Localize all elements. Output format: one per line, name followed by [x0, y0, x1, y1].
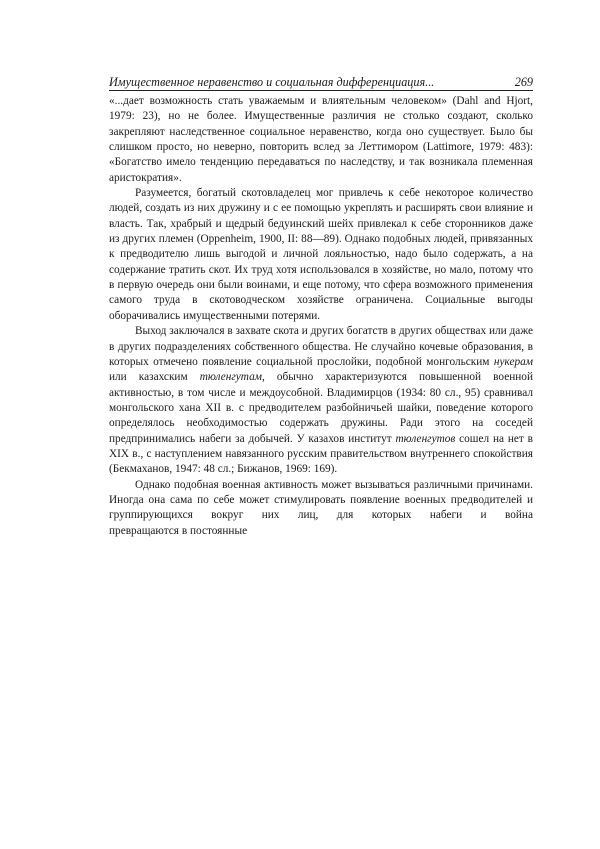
- paragraph-text: или казахским: [109, 371, 200, 384]
- paragraph-text: «...дает возможность стать уважаемым и влиятельным человеком» (Dahl and Hjort, 1979: 23), но не более. Имущественные различия не столько создают, сколько закрепляют наследственное социальное неравенство, когда оно существует. Было бы слишком просто, но неверно, повторить вслед за Леттимором (Lattimore, 1979: 483): «Богатство имело тенденцию передаваться по наследству, и так возникала племенная аристократия».: [109, 95, 533, 184]
- paragraph-text: Однако подобная военная активность может вызываться различными причинами. Иногда она сама по себе может стимулировать появление военных предводителей и группирующихся вокруг них лиц, для которых набеги и война: [109, 478, 533, 522]
- paragraph-text: Разумеется, богатый скотовладелец мог привлечь к себе некоторое количество людей, создать из них дружину и с ее помощью укреплять и расширять свои влияние и власть. Так, храбрый и щедрый бедуинский шейх привлекал к себе сторонников даже из других племен (Oppenheim, 1900, II: 88—89). Однако подобных людей, привязанных к предводителю лишь выгодой и личной лояльностью, надо было содержать, а на содержание тратить скот. Их труд хотя использовался в хозяйстве, но мало, потому что в первую очередь они были воинами, и еще потому, что сфера возможного применения самого труда в скотоводческом хозяйстве ограничена. Социальные выгоды оборачивались имущественными потерями.: [109, 187, 533, 322]
- body-text: [109, 94, 533, 539]
- paragraph-text: сошел на нет в XIX в., с наступлением навязанного русским правительством внутреннего спокойствия (Бекмаханов, 1947: 48 сл.; Бижанов, 1969: 169).: [109, 432, 533, 476]
- italic-term-nukers: нукерам: [493, 355, 533, 368]
- paragraph-text: обычно характеризуются повышенной военной активностью, в том числе и междоусобной. Владимирцов (1934: 80 сл., 95) сравнивал монгольского хана XII в. с предводителем разбойничьей шайки, поведение которого определялось необходимостью содержать дружины. Ради этого на соседей предпринимались набеги за добычей. У казахов институт: [109, 371, 533, 445]
- paragraph-1: [109, 94, 533, 186]
- paragraph-2: [109, 186, 533, 324]
- paragraph-text: Выход заключался в захвате скота и других богатств в других обществах или даже в других подразделениях собственного общества. Не случайно кочевые образования, в которых отмечено появление социальной прослойки, подобной монгольским: [109, 325, 533, 368]
- page-number: 269: [514, 75, 533, 89]
- paragraph-4: [109, 478, 533, 539]
- paragraph-text-tail: превращаются в постоянные: [109, 524, 248, 537]
- paragraph-3: [109, 324, 533, 477]
- page-header: [109, 73, 533, 91]
- italic-term-tyulenguts: тюленгутов: [395, 432, 456, 445]
- italic-term-tyulenguts: тюленгутам,: [199, 371, 265, 384]
- running-title: Имущественное неравенство и социальная дифференциация...: [109, 75, 435, 89]
